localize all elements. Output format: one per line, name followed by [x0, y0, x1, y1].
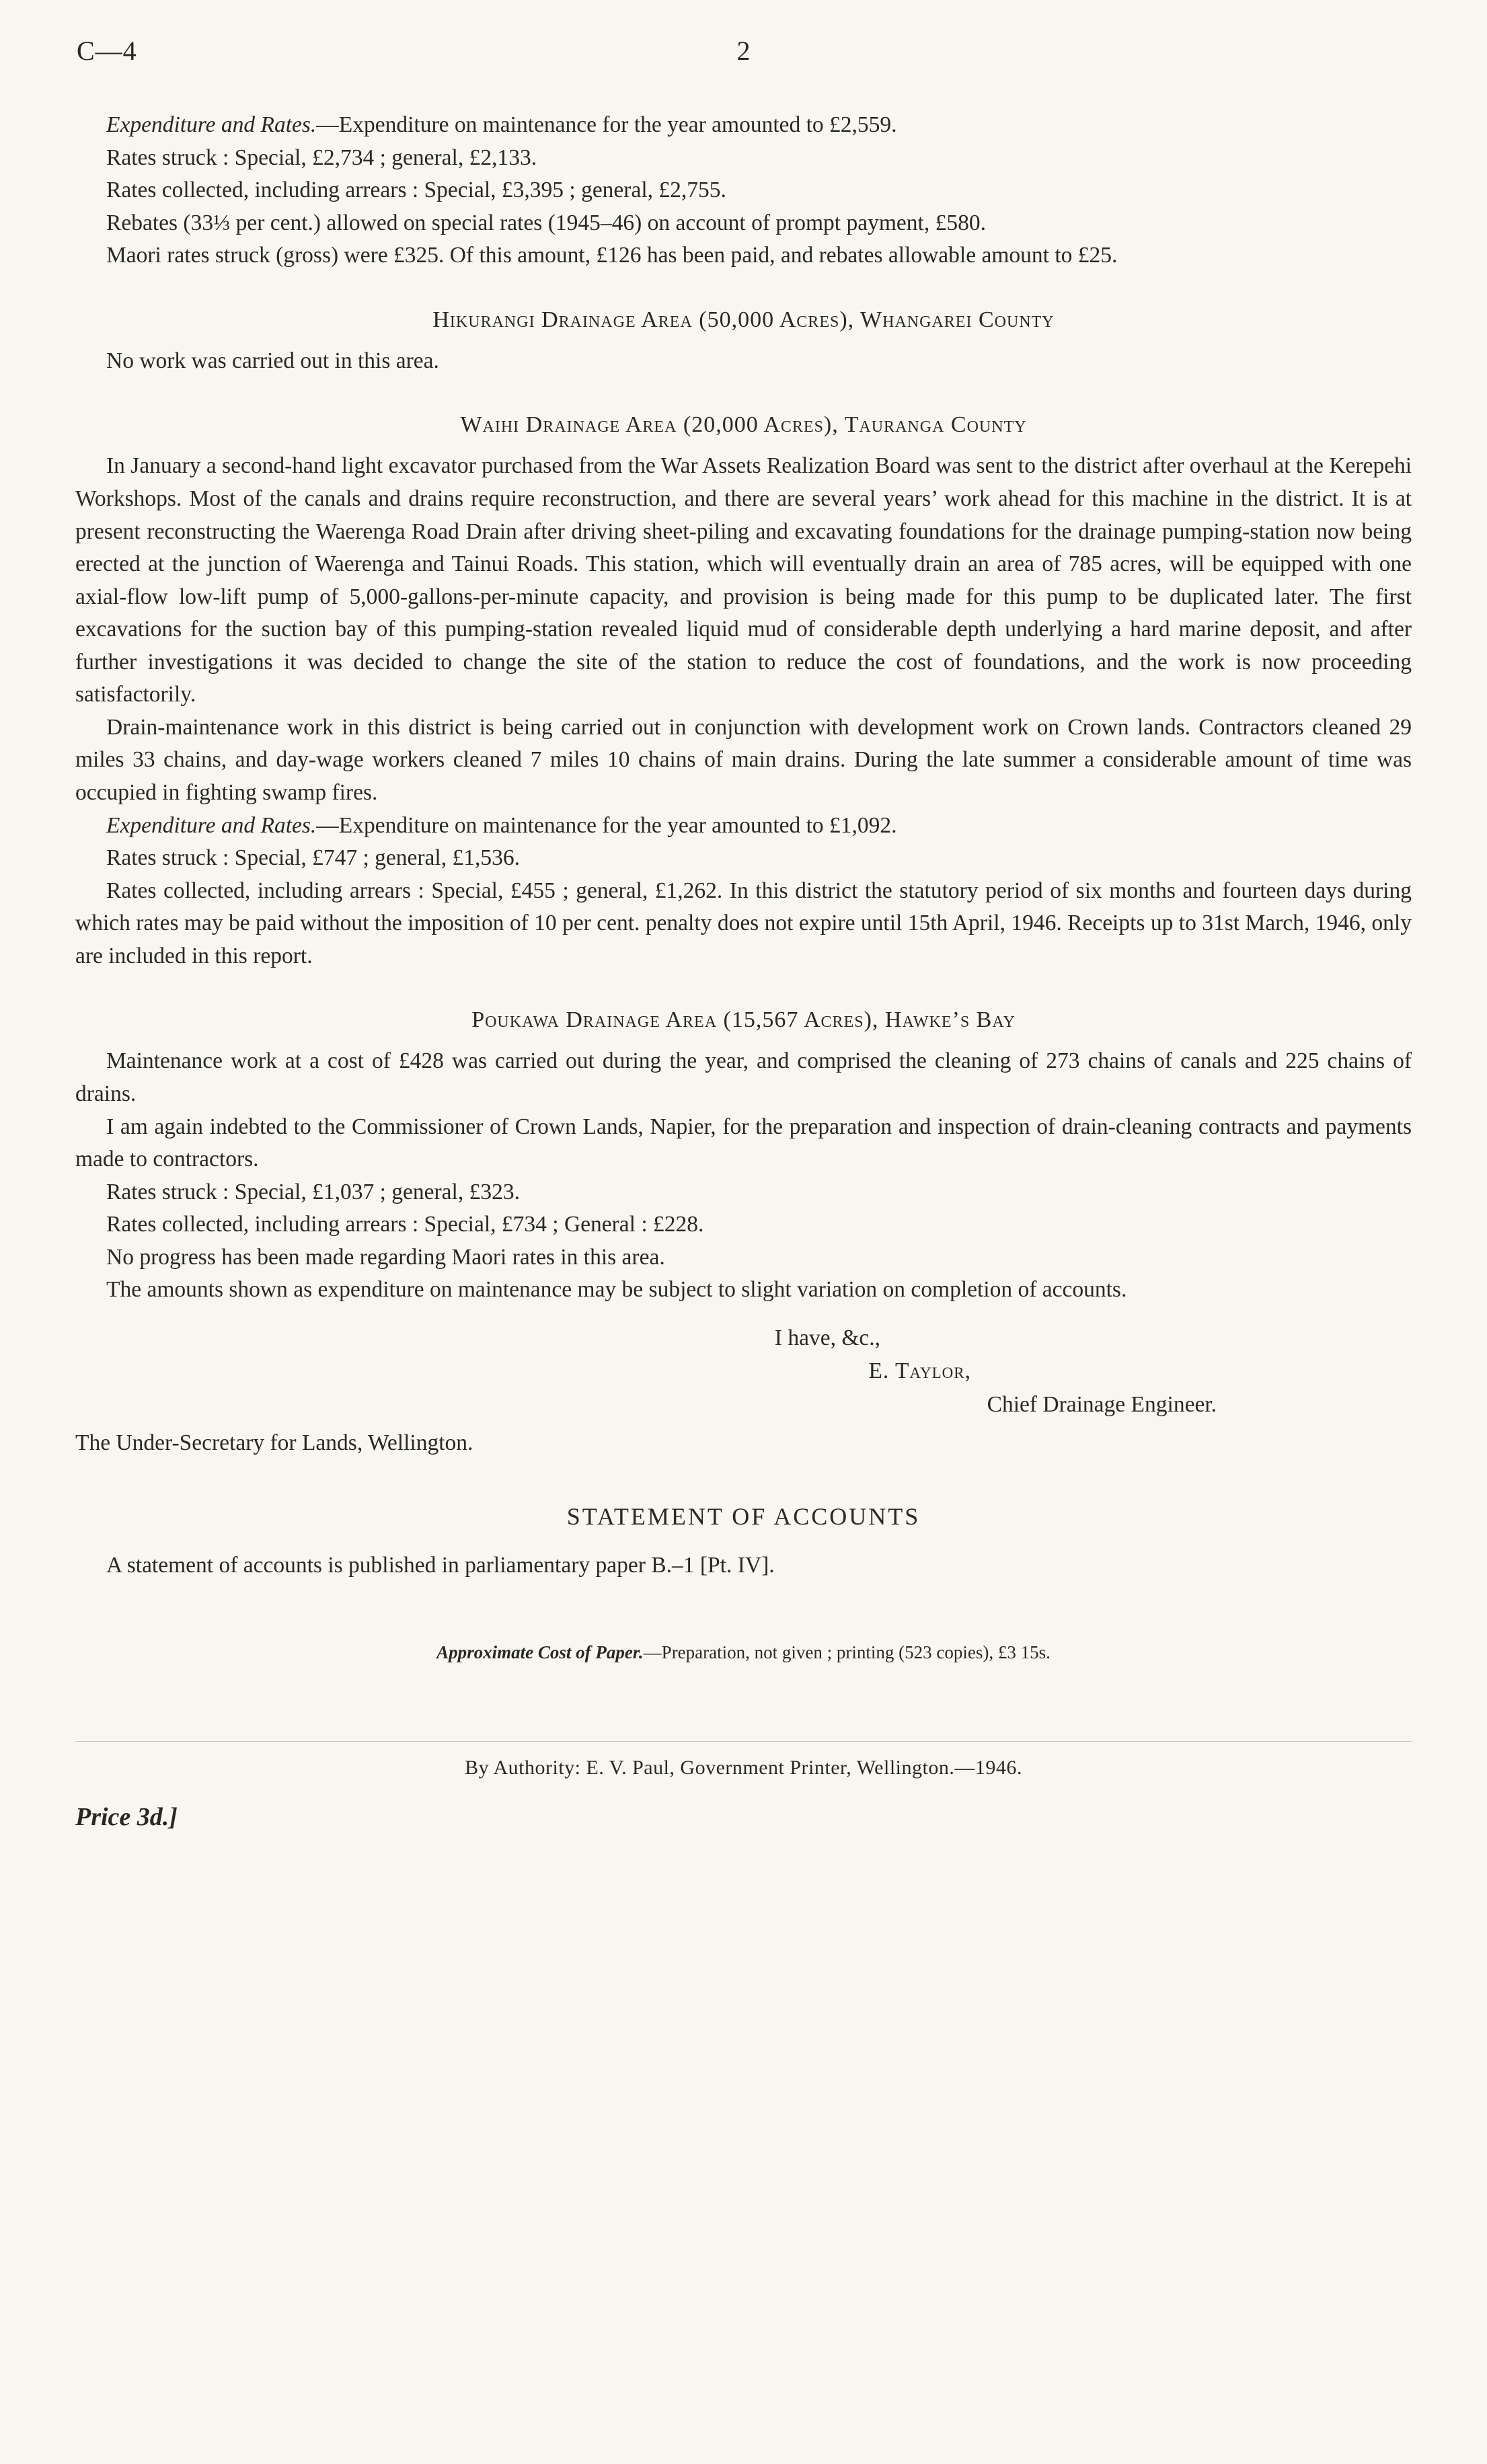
addressee-line: The Under-Secretary for Lands, Wellington.: [75, 1430, 473, 1455]
paragraph-poukawa-commissioner: I am again indebted to the Commissioner of Crown Lands, Napier, for the preparation and inspection of drain-cleaning contracts and payments made to contractors.: [75, 1114, 1412, 1172]
paragraph-lead-in: Expenditure and Rates.: [106, 812, 317, 838]
document-reference: C—4: [77, 36, 137, 66]
paragraph-rebates: Rebates (33⅓ per cent.) allowed on special rates (1945–46) on account of prompt payment, £580.: [106, 210, 986, 235]
paragraph-waihi-expenditure: [75, 810, 1412, 843]
section-national-summary: [75, 109, 1412, 272]
paragraph-expenditure-and-rates: [75, 109, 1412, 142]
paragraph-poukawa-maintenance: Maintenance work at a cost of £428 was carried out during the year, and comprised the cleaning of 273 chains of canals and 225 chains of drains.: [75, 1048, 1412, 1106]
section-heading-poukawa: Poukawa Drainage Area (15,567 Acres), Hawke’s Bay: [471, 1007, 1016, 1033]
paragraph-accounts-body: A statement of accounts is published in parliamentary paper B.–1 [Pt. IV].: [106, 1553, 775, 1578]
page-number: 2: [736, 36, 751, 66]
paragraph-lead-in: Expenditure and Rates.: [106, 112, 317, 137]
cost-lead-in: Approximate Cost of Paper.: [436, 1642, 644, 1662]
section-poukawa: [75, 1007, 1412, 1307]
signatory-role: Chief Drainage Engineer.: [987, 1392, 1217, 1418]
cost-text: —Preparation, not given ; printing (523 copies), £3 15s.: [643, 1642, 1051, 1662]
paragraph-waihi-excavator: In January a second-hand light excavator purchased from the War Assets Realization Board was sent to the district after overhaul at the Kerepehi Workshops. Most of the canals and drains require reconstruction, and there are several years’ work ahead for this machine in the district. It is at present reconstructing the Waerenga Road Drain after driving sheet-piling and excavating foundations for the drainage pumping-station now being erected at the junction of Waerenga and Tainui Roads. This station, which will eventually drain an area of 785 acres, will be equipped with one axial-flow low-lift pump of 5,000-gallons-per-minute capacity, and provision is being made for this pump to be duplicated later. The first excavations for the suction bay of this pumping-station revealed liquid mud of considerable depth underlying a hard marine deposit, and after further investigations it was decided to change the site of the station to reduce the cost of foundations, and the work is now proceeding satisfactorily.: [75, 453, 1412, 707]
separator-rule: [75, 1741, 1412, 1742]
paragraph-poukawa-maori-rates: No progress has been made regarding Maori rates in this area.: [106, 1244, 665, 1270]
paragraph-variation-note: The amounts shown as expenditure on maintenance may be subject to slight variation on completion of accounts.: [106, 1277, 1127, 1303]
paragraph-poukawa-rates-struck: Rates struck : Special, £1,037 ; general, £323.: [106, 1179, 520, 1204]
paragraph-poukawa-rates-collected: Rates collected, including arrears : Special, £734 ; General : £228.: [106, 1212, 704, 1237]
paragraph-rates-struck: Rates struck : Special, £2,734 ; general, £2,133.: [106, 145, 537, 170]
section-statement-of-accounts: [75, 1502, 1412, 1582]
section-waihi: [75, 412, 1412, 972]
section-heading-waihi: Waihi Drainage Area (20,000 Acres), Tauranga County: [460, 412, 1027, 438]
paragraph-waihi-drain-maintenance: Drain-maintenance work in this district is being carried out in conjunction with development work on Crown lands. Contractors cleaned 29 miles 33 chains, and day-wage workers cleaned 7 miles 10 chains of main drains. During the late summer a considerable amount of time was occupied in fighting swamp fires.: [75, 714, 1412, 805]
price-line: Price 3d.]: [75, 1802, 178, 1831]
page-header: [75, 35, 1412, 70]
approximate-cost-line: [75, 1640, 1412, 1666]
valediction: I have, &c.,: [774, 1325, 880, 1350]
accounts-heading: STATEMENT OF ACCOUNTS: [566, 1503, 921, 1531]
authority-line: By Authority: E. V. Paul, Government Printer, Wellington.—1946.: [465, 1756, 1022, 1779]
paragraph-waihi-rates-struck: Rates struck : Special, £747 ; general, £1,536.: [106, 845, 520, 871]
imprint-footer: [75, 1640, 1412, 1832]
paragraph-waihi-rates-collected: Rates collected, including arrears : Special, £455 ; general, £1,262. In this district the statutory period of six months and fourteen days during which rates may be paid without the imposition of 10 per cent. penalty does not expire until 15th April, 1946. Receipts up to 31st March, 1946, only are included in this report.: [75, 878, 1412, 968]
signature-block: [75, 1321, 1412, 1422]
paragraph-text: —Expenditure on maintenance for the year amounted to £1,092.: [316, 812, 897, 838]
paragraph-text: —Expenditure on maintenance for the year amounted to £2,559.: [316, 112, 897, 137]
paragraph-maori-rates: Maori rates struck (gross) were £325. Of this amount, £126 has been paid, and rebates allowable amount to £25.: [106, 243, 1118, 268]
paragraph-rates-collected: Rates collected, including arrears : Special, £3,395 ; general, £2,755.: [106, 178, 726, 203]
section-hikurangi: [75, 307, 1412, 378]
paragraph-hikurangi-body: No work was carried out in this area.: [106, 348, 439, 373]
signatory-name: E. Taylor,: [868, 1358, 971, 1384]
section-heading-hikurangi: Hikurangi Drainage Area (50,000 Acres), Whangarei County: [432, 307, 1055, 332]
